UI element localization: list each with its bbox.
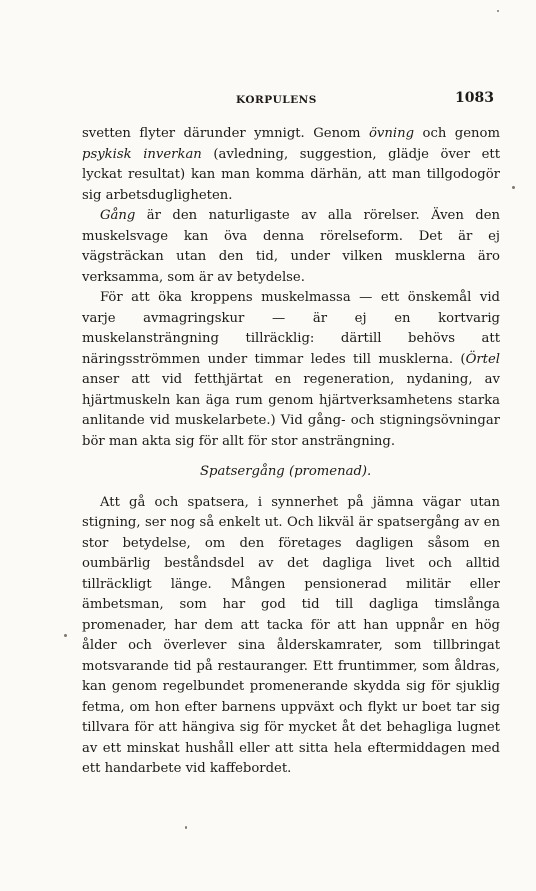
emphasis: Örtel [465,351,500,367]
print-speck [185,826,187,829]
paragraph-1: svetten flyter därunder ymnigt. Genom övning och genom psykisk inverkan (avledning, suggestion, glädje över ett lyckat resultat) kan man komma därhän, att man tillgodogör sig arbetsdugligheten. [82,126,500,203]
paragraph-4: Att gå och spatsera, i synnerhet på jämna vägar utan stigning, ser nog så enkelt ut. Och likväl är spatsergång av en stor betydelse, om den företages dagligen såsom en oumbärlig beståndsdel av det dagliga livet och alltid tillräckligt länge. Mången pensionerad militär eller ämbetsman, som har god tid till dagliga timslånga promenader, har dem att tacka för att han uppnår en hög ålder och överlever sina ålderskamrater, som tillbringat motsvarande tid på restauranger. Ett fruntimmer, som åldras, kan genom regelbundet promenerande skydda sig för sjuklig fetma, om hon efter barnens uppväxt och flykt ur boet tar sig tillvara för att hängiva sig för mycket åt det behagliga lugnet av ett minskat hushåll eller att sitta hela eftermiddagen med ett handarbete vid kaffebordet. [82,494,500,776]
section-heading: Spatsergång (promenad). [200,464,372,479]
paragraph-2: Gång är den naturligaste av alla rörelser. Även den muskelsvage kan öva denna rörelseform. Det är ej vägsträckan utan den tid, under vilken musklerna äro verksamma, som är av betydelse. [82,208,500,285]
emphasis: Gång [100,208,136,223]
emphasis: psykisk inverkan [82,146,202,162]
emphasis: övning [368,126,415,141]
body-text [82,124,500,780]
print-speck [512,186,515,189]
page-number: 1083 [455,90,494,106]
print-speck [64,634,67,637]
paragraph-3: För att öka kroppens muskelmassa — ett önskemål vid varje avmagringskur — är ej en kortvarig muskelansträngning tillräcklig: därtill behövs att näringsströmmen under timmar ledes till musklerna. (Örtel anser att vid fetthjärtat en regeneration, nydaning, av hjärtmuskeln kan äga rum genom hjärtverksamhetens starka anlitande vid muskelarbete.) Vid gång- och stigningsövningar bör man akta sig för allt för stor ansträngning. [82,290,500,449]
running-title: KORPULENS [236,94,317,106]
print-speck [497,10,499,12]
